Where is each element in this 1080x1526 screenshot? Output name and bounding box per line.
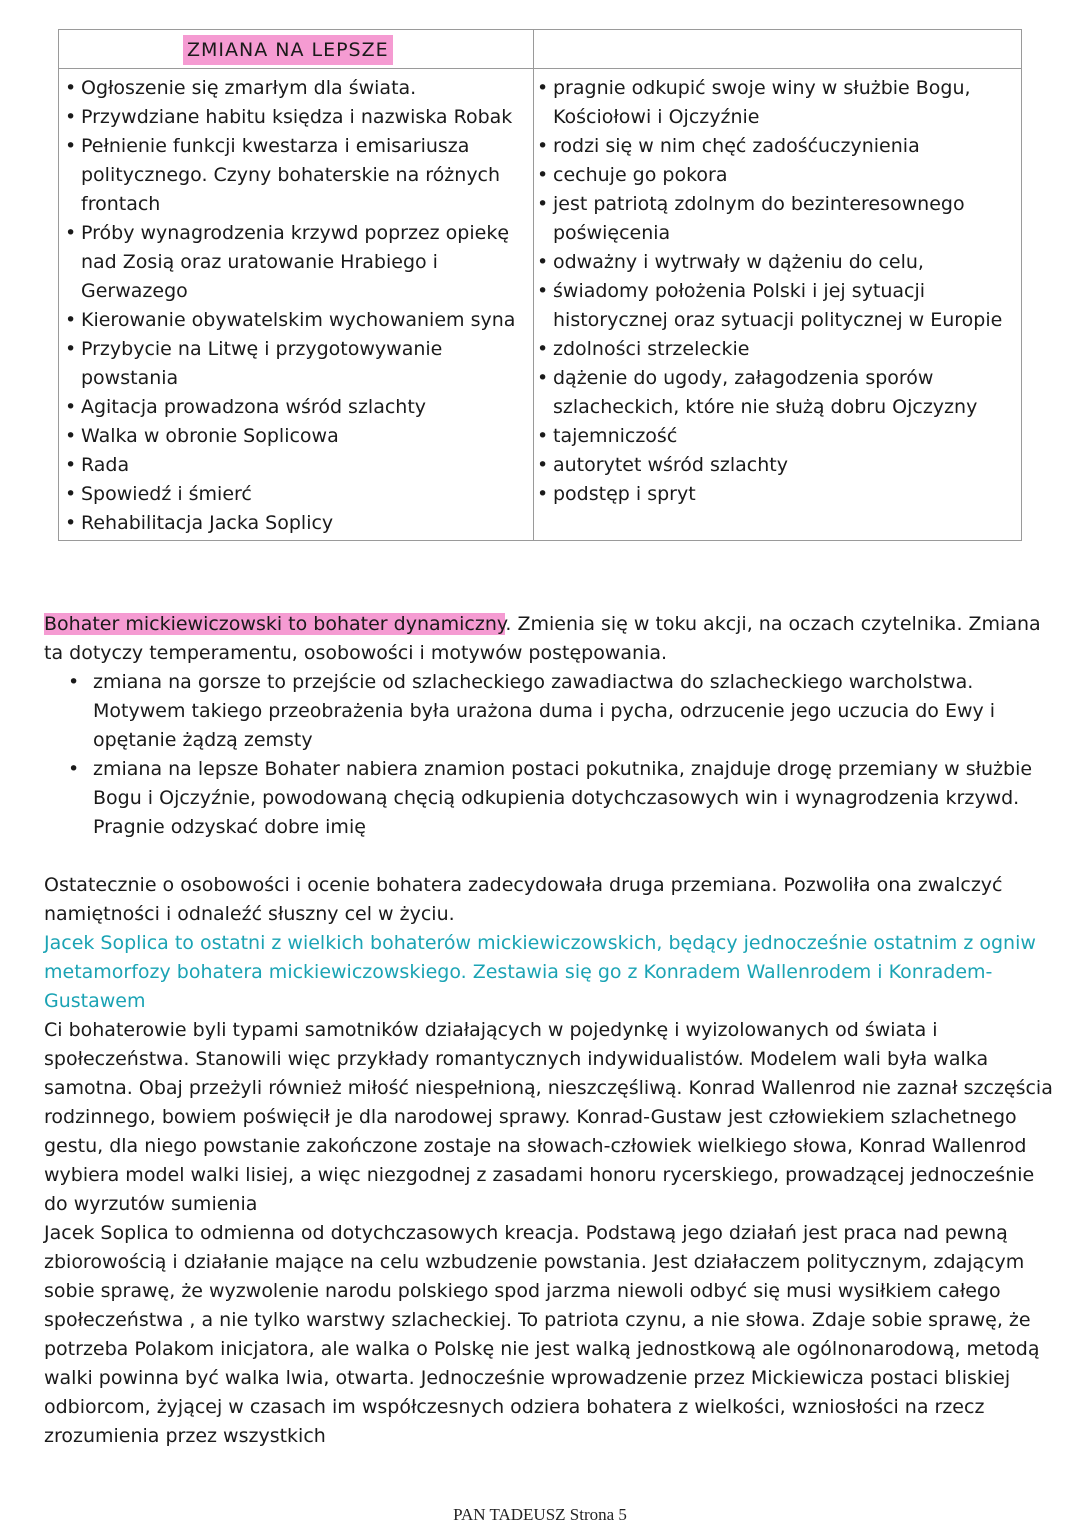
list-item: • dążenie do ugody, załagodzenia sporów szlacheckich, które nie służą dobru Ojczyzny	[535, 364, 1021, 422]
list-item: • cechuje go pokora	[535, 161, 1021, 190]
list-item: • Próby wynagrodzenia krzywd poprzez opiekę nad Zosią oraz uratowanie Hrabiego i Gerwazego	[63, 219, 529, 306]
paragraph-last-hero: Jacek Soplica to ostatni z wielkich bohaterów mickiewiczowskich, będący jednocześnie ostatnim z ogniw metamorfozy bohatera mickiewiczowskiego. Zestawia się go z Konradem Wallenrodem i Konradem-Gustawem	[44, 932, 1036, 1012]
page-footer: PAN TADEUSZ Strona 5	[453, 1505, 627, 1524]
table-header-divider	[59, 68, 1021, 69]
intro-paragraph	[44, 610, 1054, 668]
paragraph-jacek-soplica: Jacek Soplica to odmienna od dotychczasowych kreacja. Podstawą jego działań jest praca nad pewną zbiorowością i działanie mające na celu wzbudzenie powstania. Jest działaczem politycznym, zdającym sobie sprawę, że wyzwolenie narodu polskiego spod jarzma niewoli odbyć się musi wysiłkiem całego społeczeństwa , a nie tylko warstwy szlacheckiej. To patriota czynu, a nie słowa. Zdaje sobie sprawę, że potrzeba Polakom inicjatora, ale walka o Polskę nie jest walką jednostkową ale ogólnonarodową, metodą walki powinna być walka lwia, otwarta. Jednocześnie wprowadzenie przez Mickiewicza postaci bliskiej odbiorcom, żyjącej w czasach im współczesnych odziera bohatera z wielkości, wzniosłości na rzecz zrozumienia przez wszystkich	[44, 1222, 1040, 1447]
list-item: • Spowiedź i śmierć	[63, 480, 529, 509]
list-item: • autorytet wśród szlachty	[535, 451, 1021, 480]
list-item: • rodzi się w nim chęć zadośćuczynienia	[535, 132, 1021, 161]
list-item: • podstęp i spryt	[535, 480, 1021, 509]
list-item: • odważny i wytrwały w dążeniu do celu,	[535, 248, 1021, 277]
list-item: • Przywdziane habitu księdza i nazwiska Robak	[63, 103, 529, 132]
list-item: • Walka w obronie Soplicowa	[63, 422, 529, 451]
paragraph-second-change: Ostatecznie o osobowości i ocenie bohatera zadecydowała druga przemiana. Pozwoliła ona zwalczyć namiętności i odnaleźć słuszny cel w życiu.	[44, 874, 1003, 925]
list-item: • Ogłoszenie się zmarłym dla świata.	[63, 74, 529, 103]
list-item: • świadomy położenia Polski i jej sytuacji historycznej oraz sytuacji politycznej w Europie	[535, 277, 1021, 335]
list-item: • zmiana na lepsze Bohater nabiera znamion postaci pokutnika, znajduje drogę przemiany w służbie Bogu i Ojczyźnie, powodowaną chęcią odkupienia dotychczasowych win i wynagrodzenia krzywd. Pragnie odzyskać dobre imię	[44, 755, 1054, 842]
paragraph-lonely-heroes: Ci bohaterowie byli typami samotników działających w pojedynkę i wyizolowanych od świata i społeczeństwa. Stanowili więc przykłady romantycznych indywidualistów. Modelem wali była walka samotna. Obaj przeżyli również miłość niespełnioną, nieszczęśliwą. Konrad Wallenrod nie zaznał szczęścia rodzinnego, bowiem poświęcił je dla narodowej sprawy. Konrad-Gustaw jest człowiekiem szlachetnego gestu, dla niego powstanie zakończone zostaje na słowach-człowiek wielkiego słowa, Konrad Wallenrod wybiera model walki lisiej, a więc niezgodnej z zasadami honoru rycerskiego, prowadzącej jednocześnie do wyrzutów sumienia	[44, 1019, 1053, 1215]
list-item: • pragnie odkupić swoje winy w służbie Bogu, Kościołowi i Ojczyźnie	[535, 74, 1021, 132]
comparison-table	[58, 29, 1022, 541]
intro-highlight: Bohater mickiewiczowski to bohater dynamiczny	[44, 613, 506, 635]
list-item: • tajemniczość	[535, 422, 1021, 451]
list-item: • zdolności strzeleckie	[535, 335, 1021, 364]
list-item: • Pełnienie funkcji kwestarza i emisariusza politycznego. Czyny bohaterskie na różnych frontach	[63, 132, 529, 219]
list-item: • Kierowanie obywatelskim wychowaniem syna	[63, 306, 529, 335]
table-column-divider	[533, 30, 534, 540]
list-item: • Agitacja prowadzona wśród szlachty	[63, 393, 529, 422]
left-column-list	[63, 74, 529, 538]
table-header-left: ZMIANA NA LEPSZE	[183, 35, 393, 65]
list-item: • Rehabilitacja Jacka Soplicy	[63, 509, 529, 538]
list-item: • Przybycie na Litwę i przygotowywanie powstania	[63, 335, 529, 393]
list-item: • zmiana na gorsze to przejście od szlacheckiego zawadiactwa do szlacheckiego warcholstwa. Motywem takiego przeobrażenia była urażona duma i pycha, odrzucenie jego uczucia do Ewy i opętanie żądzą zemsty	[44, 668, 1054, 755]
right-column-list	[535, 74, 1021, 509]
list-item: • jest patriotą zdolnym do bezinteresownego poświęcenia	[535, 190, 1021, 248]
change-bullets	[44, 668, 1054, 842]
intro-rest: . Zmienia się w toku akcji, na oczach czytelnika. Zmiana ta dotyczy temperamentu, osobowości i motywów postępowania.	[44, 613, 1041, 664]
list-item: • Rada	[63, 451, 529, 480]
